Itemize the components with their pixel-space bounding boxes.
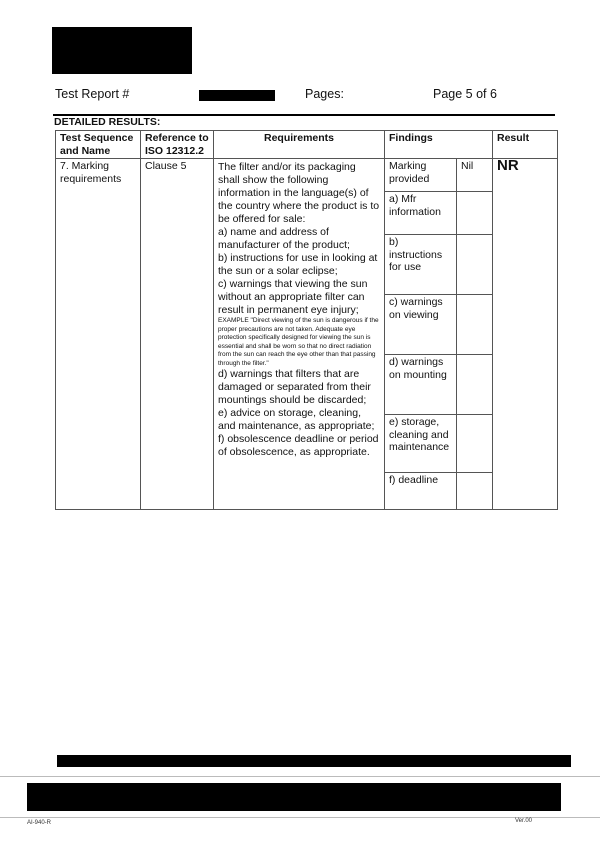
requirements-cell bbox=[214, 159, 385, 510]
finding-value bbox=[457, 295, 493, 355]
requirement-d: d) warnings that filters that are damaged or separated from their mountings should be discarded; bbox=[218, 368, 371, 406]
finding-value bbox=[457, 355, 493, 415]
finding-label: b) instructions for use bbox=[385, 235, 457, 295]
page-indicator: Page 5 of 6 bbox=[433, 87, 497, 101]
header-result: Result bbox=[493, 131, 558, 159]
finding-label: a) Mfr information bbox=[385, 192, 457, 235]
test-report-label: Test Report # bbox=[55, 87, 130, 101]
finding-label: f) deadline bbox=[385, 473, 457, 510]
header-reference: Reference to ISO 12312.2 bbox=[141, 131, 214, 159]
finding-label: d) warnings on mounting bbox=[385, 355, 457, 415]
pages-label: Pages: bbox=[305, 87, 344, 101]
requirement-intro: The filter and/or its packaging shall show the following information in the language(s) of the country where the product is to be offered for sale: bbox=[218, 161, 380, 225]
header-sequence: Test Sequence and Name bbox=[56, 131, 141, 159]
sequence-cell: 7. Marking requirements bbox=[56, 159, 141, 510]
form-code: AI-940-R bbox=[27, 820, 52, 826]
table-header-row bbox=[56, 131, 558, 159]
requirement-example-1: EXAMPLE "Direct viewing of the sun is dangerous if the proper precautions are not taken. Adequate eye bbox=[218, 317, 379, 333]
footer-divider bbox=[0, 776, 600, 777]
requirement-c: c) warnings that viewing the sun without an appropriate filter can result in permanent eye injury; bbox=[218, 278, 368, 316]
table-row bbox=[56, 159, 558, 192]
requirement-a: a) name and address of manufacturer of the product; bbox=[218, 226, 350, 251]
requirement-f: f) obsolescence deadline or period of obsolescence, as appropriate. bbox=[218, 433, 379, 458]
redacted-footer-text bbox=[57, 755, 571, 767]
reference-cell: Clause 5 bbox=[141, 159, 214, 510]
finding-value bbox=[457, 192, 493, 235]
finding-label: Marking provided bbox=[385, 159, 457, 192]
redacted-logo bbox=[52, 27, 192, 74]
result-cell: NR bbox=[493, 159, 558, 510]
header-findings: Findings bbox=[385, 131, 493, 159]
footer-divider-bottom bbox=[0, 817, 600, 818]
requirement-b: b) instructions for use in looking at the sun or a solar eclipse; bbox=[218, 252, 378, 277]
finding-value bbox=[457, 473, 493, 510]
header-requirements: Requirements bbox=[214, 131, 385, 159]
results-table bbox=[55, 130, 558, 510]
finding-value bbox=[457, 235, 493, 295]
finding-value: Nil bbox=[457, 159, 493, 192]
redacted-footer-block bbox=[27, 783, 561, 811]
requirement-example-3: from the sun can reach the eye other than that passing through the filter." bbox=[218, 351, 376, 367]
finding-label: e) storage, cleaning and maintenance bbox=[385, 415, 457, 473]
finding-label: c) warnings on viewing bbox=[385, 295, 457, 355]
requirement-example-2: protection specifically designed for viewing the sun is essential and shall be worn so that no direct radiation bbox=[218, 334, 372, 350]
version-label: Ver.00 bbox=[515, 818, 533, 824]
finding-value bbox=[457, 415, 493, 473]
section-title: DETAILED RESULTS: bbox=[54, 116, 161, 128]
redacted-report-number bbox=[199, 90, 275, 101]
requirement-e: e) advice on storage, cleaning, and maintenance, as appropriate; bbox=[218, 407, 375, 432]
